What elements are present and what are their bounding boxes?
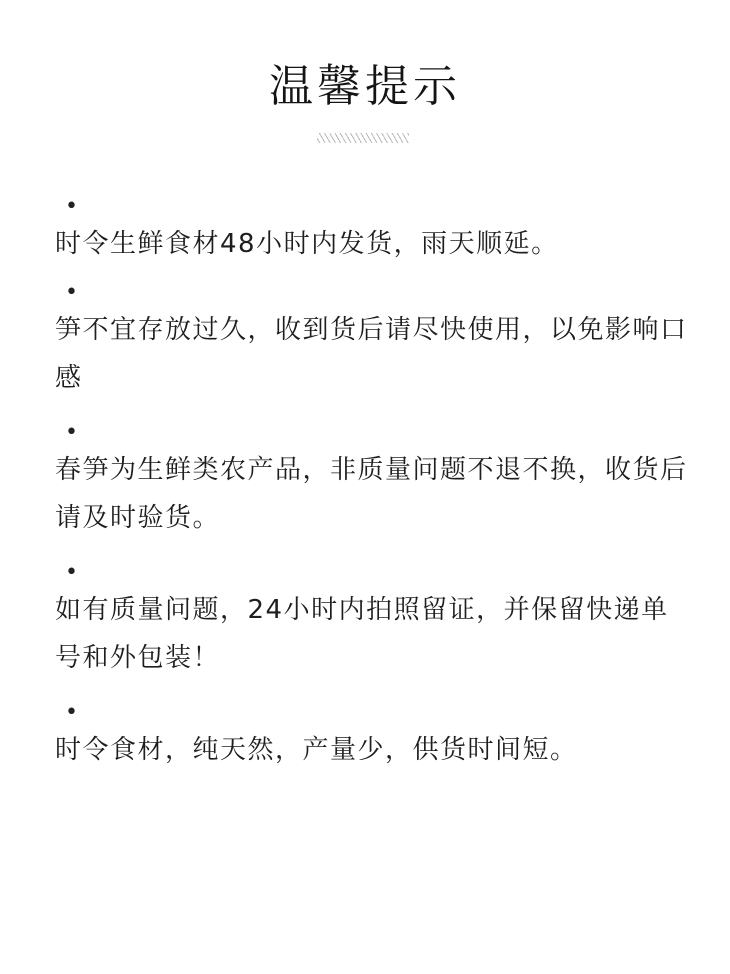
- note-item: [55, 190, 695, 268]
- note-item: [55, 696, 695, 774]
- bullet-icon: •: [65, 280, 78, 305]
- bullet-icon: •: [65, 420, 78, 445]
- note-text: 时令生鲜食材48小时内发货，雨天顺延。: [55, 229, 559, 259]
- bullet-icon: •: [65, 560, 78, 585]
- note-text: 时令食材，纯天然，产量少，供货时间短。: [55, 735, 578, 765]
- bullet-icon: •: [65, 194, 78, 219]
- note-text: 如有质量问题，24小时内拍照留证，并保留快递单号和外包装！: [55, 595, 669, 673]
- note-item: [55, 276, 695, 402]
- notes-list: [55, 190, 695, 788]
- title-divider: [317, 133, 409, 143]
- bullet-icon: •: [65, 700, 78, 725]
- note-text: 笋不宜存放过久，收到货后请尽快使用，以免影响口感: [55, 315, 688, 393]
- note-text: 春笋为生鲜类农产品，非质量问题不退不换，收货后请及时验货。: [55, 455, 688, 533]
- note-item: [55, 416, 695, 542]
- note-item: [55, 556, 695, 682]
- page-title: 温馨提示: [269, 61, 461, 112]
